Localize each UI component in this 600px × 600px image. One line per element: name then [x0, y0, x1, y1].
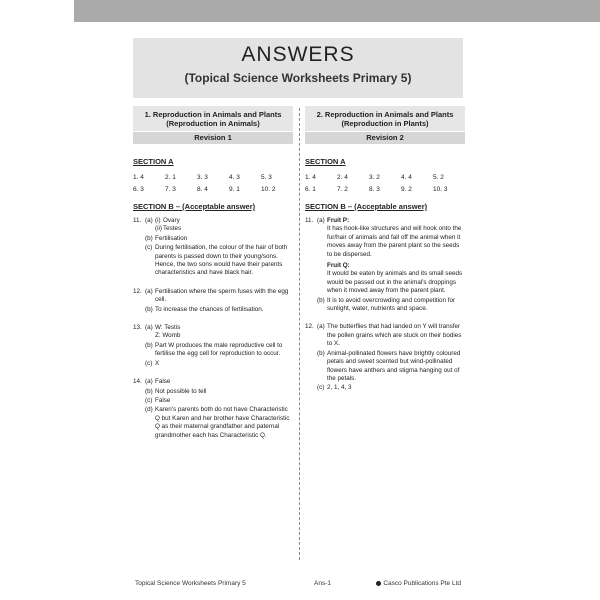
answer-part: (b) Fertilisation [145, 235, 293, 243]
mcq-cell: 7. 3 [165, 186, 176, 193]
mcq-cell: 3. 3 [197, 174, 208, 181]
mcq-cell: 6. 1 [305, 186, 316, 193]
mcq-cell: 10. 3 [433, 186, 448, 193]
answer-text: Fertilisation [155, 234, 188, 242]
mcq-row [133, 172, 293, 184]
header-grey-bar [74, 0, 600, 22]
answer-text: It would be eaten by animals and its small seeds would be passed out in the animal's droppings when it moved away from the parent plant. [327, 270, 463, 295]
answer-part: (a) False [145, 378, 293, 386]
answer-part: (b) Animal-pollinated flowers have brightly coloured petals and sweet scented but wind-pollinated flowers have anthers and stigma hanging out of the petals. [317, 350, 465, 384]
mcq-cell: 6. 3 [133, 186, 144, 193]
left-mcq-answers [133, 172, 293, 196]
mcq-cell: 4. 3 [229, 174, 240, 181]
left-heading-line2: (Reproduction in Animals) [166, 119, 260, 128]
answer-part: (b) Part W produces the male reproductive cell to fertilise the egg cell for reproduction to occur. [145, 342, 293, 359]
mcq-row [305, 184, 465, 196]
answer-part: (b) It is to avoid overcrowding and competition for sunlight, water, nutrients and space. [317, 297, 465, 314]
fruit-q-label: Fruit Q: [327, 262, 350, 270]
right-heading-line2: (Reproduction in Plants) [341, 119, 429, 128]
question-14 [133, 378, 293, 441]
answer-text: Not possible to tell [155, 387, 207, 395]
right-revision-band: Revision 2 [305, 132, 465, 144]
footer-book-title: Topical Science Worksheets Primary 5 [135, 580, 246, 587]
fruit-p-label: Fruit P: [327, 217, 350, 224]
answer-text: Animal-pollinated flowers have brightly coloured petals and sweet scented but wind-pollinated flowers have anthers and stigma hanging out of the petals. [327, 349, 461, 382]
top-band [0, 0, 600, 20]
question-number: 12. [133, 287, 142, 295]
answer-part: (a) Fruit P: It has hook-like structures and will hook onto the fur/hair of animals and fall off the animal when it moves away from the parent plant so the seeds to be dispersed. Fruit Q: It would be eaten by animals and its small seeds would be passed out in the animal's droppings when it moved away from the parent plant. [317, 217, 465, 296]
footer-publisher-name: Casco Publications Pte Ltd [383, 580, 461, 587]
question-number: 13. [133, 324, 142, 332]
question-number: 12. [305, 323, 314, 331]
answer-part: (c) During fertilisation, the colour of the hair of both parents is passed down to their young/sons. Hence, the two sons would have their parents characteristics and have black hair. [145, 244, 293, 278]
mcq-cell: 5. 2 [433, 174, 444, 181]
mcq-cell: 9. 1 [229, 186, 240, 193]
answer-text: Z: Womb [155, 332, 181, 340]
mcq-cell: 7. 2 [337, 186, 348, 193]
mcq-cell: 1. 4 [305, 174, 316, 181]
answer-part: (c) X [145, 360, 293, 368]
answer-text: Karen's parents both do not have Characteristic Q but Karen and her brother have Characteristic Q as their maternal grandfather and paternal grandmother each has Characteristic Q. [155, 406, 290, 439]
mcq-cell: 1. 4 [133, 174, 144, 181]
question-number: 11. [305, 217, 314, 224]
answer-page [133, 38, 463, 598]
answer-text: Part W produces the male reproductive cell to fertilise the egg cell for reproduction to occur. [155, 341, 283, 358]
mcq-cell: 10. 2 [261, 186, 276, 193]
answer-part: (c) 2, 1, 4, 3 [317, 384, 465, 392]
answer-text: W: Testis [155, 324, 181, 332]
right-heading-line1: 2. Reproduction in Animals and Plants [316, 110, 454, 119]
question-11 [305, 217, 465, 314]
footer-publisher [376, 580, 461, 587]
question-12 [133, 288, 293, 315]
right-section-b-answers [305, 217, 465, 394]
right-section-b-heading: SECTION B – (Acceptable answer) [305, 202, 428, 211]
answer-text: During fertilisation, the colour of the hair of both parents is passed down to their young/sons. Hence, the two sons would have their parents characteristics and have black hair. [155, 244, 288, 277]
answer-part: (d) Karen's parents both do not have Characteristic Q but Karen and her brother have Characteristic Q as their maternal grandfather and paternal grandmother each has Characteristic Q. [145, 406, 293, 440]
mcq-cell: 9. 2 [401, 186, 412, 193]
column-divider [299, 108, 300, 560]
mcq-cell: 8. 4 [197, 186, 208, 193]
answer-part: (a) Fertilisation where the sperm fuses with the egg cell. [145, 288, 293, 305]
mcq-cell: 3. 2 [369, 174, 380, 181]
answer-text: X [155, 359, 160, 367]
answer-part: (c) False [145, 397, 293, 405]
answer-text: It has hook-like structures and will hook onto the fur/hair of animals and fall off the animal when it moves away from the parent plant so the seeds to be dispersed. [327, 225, 462, 258]
answer-text: It is to avoid overcrowding and competition for sunlight, water, nutrients and space. [327, 296, 456, 313]
mcq-cell: 2. 4 [337, 174, 348, 181]
answer-text: Ovary [163, 217, 180, 224]
page-title: ANSWERS [241, 43, 355, 66]
question-number: 14. [133, 378, 142, 386]
right-column-heading [305, 106, 465, 131]
answer-text: To increase the chances of fertilisation. [155, 305, 264, 313]
answer-text: 2, 1, 4, 3 [327, 384, 352, 392]
left-heading-line1: 1. Reproduction in Animals and Plants [144, 110, 282, 119]
left-section-b-answers [133, 217, 293, 441]
casco-logo-icon [376, 581, 381, 586]
answer-text: False [155, 378, 171, 386]
left-column [133, 106, 293, 450]
right-column [305, 106, 465, 403]
question-number: 11. [133, 217, 142, 224]
mcq-cell: 8. 3 [369, 186, 380, 193]
footer-page-number: Ans-1 [314, 580, 331, 587]
left-column-heading [133, 106, 293, 131]
mcq-cell: 4. 4 [401, 174, 412, 181]
left-revision-band: Revision 1 [133, 132, 293, 144]
answer-part: (b) Not possible to tell [145, 388, 293, 396]
question-12 [305, 323, 465, 393]
page-subtitle: (Topical Science Worksheets Primary 5) [184, 71, 412, 85]
mcq-row [305, 172, 465, 184]
question-11 [133, 217, 293, 279]
answer-text: False [155, 396, 171, 404]
answer-text: The butterflies that had landed on Y will transfer the pollen grains which are stuck on their bodies to X. [327, 323, 462, 348]
answer-part: (a) W: Testis Z: Womb [145, 324, 293, 341]
mcq-row [133, 184, 293, 196]
left-section-b-heading: SECTION B – (Acceptable answer) [133, 202, 256, 211]
answer-part: (a) The butterflies that had landed on Y will transfer the pollen grains which are stuck on their bodies to X. [317, 323, 465, 348]
title-box [133, 38, 463, 98]
mcq-cell: 2. 1 [165, 174, 176, 181]
answer-text: Testes [163, 225, 182, 233]
answer-text: Fertilisation where the sperm fuses with the egg cell. [155, 287, 289, 304]
mcq-cell: 5. 3 [261, 174, 272, 181]
left-section-a-heading: SECTION A [133, 157, 174, 166]
answer-part: (b) To increase the chances of fertilisation. [145, 306, 293, 314]
right-section-a-heading: SECTION A [305, 157, 346, 166]
answer-part: (a) (i) Ovary (ii) Testes [145, 217, 182, 233]
right-mcq-answers [305, 172, 465, 196]
question-13 [133, 324, 293, 369]
page-footer [133, 580, 463, 592]
